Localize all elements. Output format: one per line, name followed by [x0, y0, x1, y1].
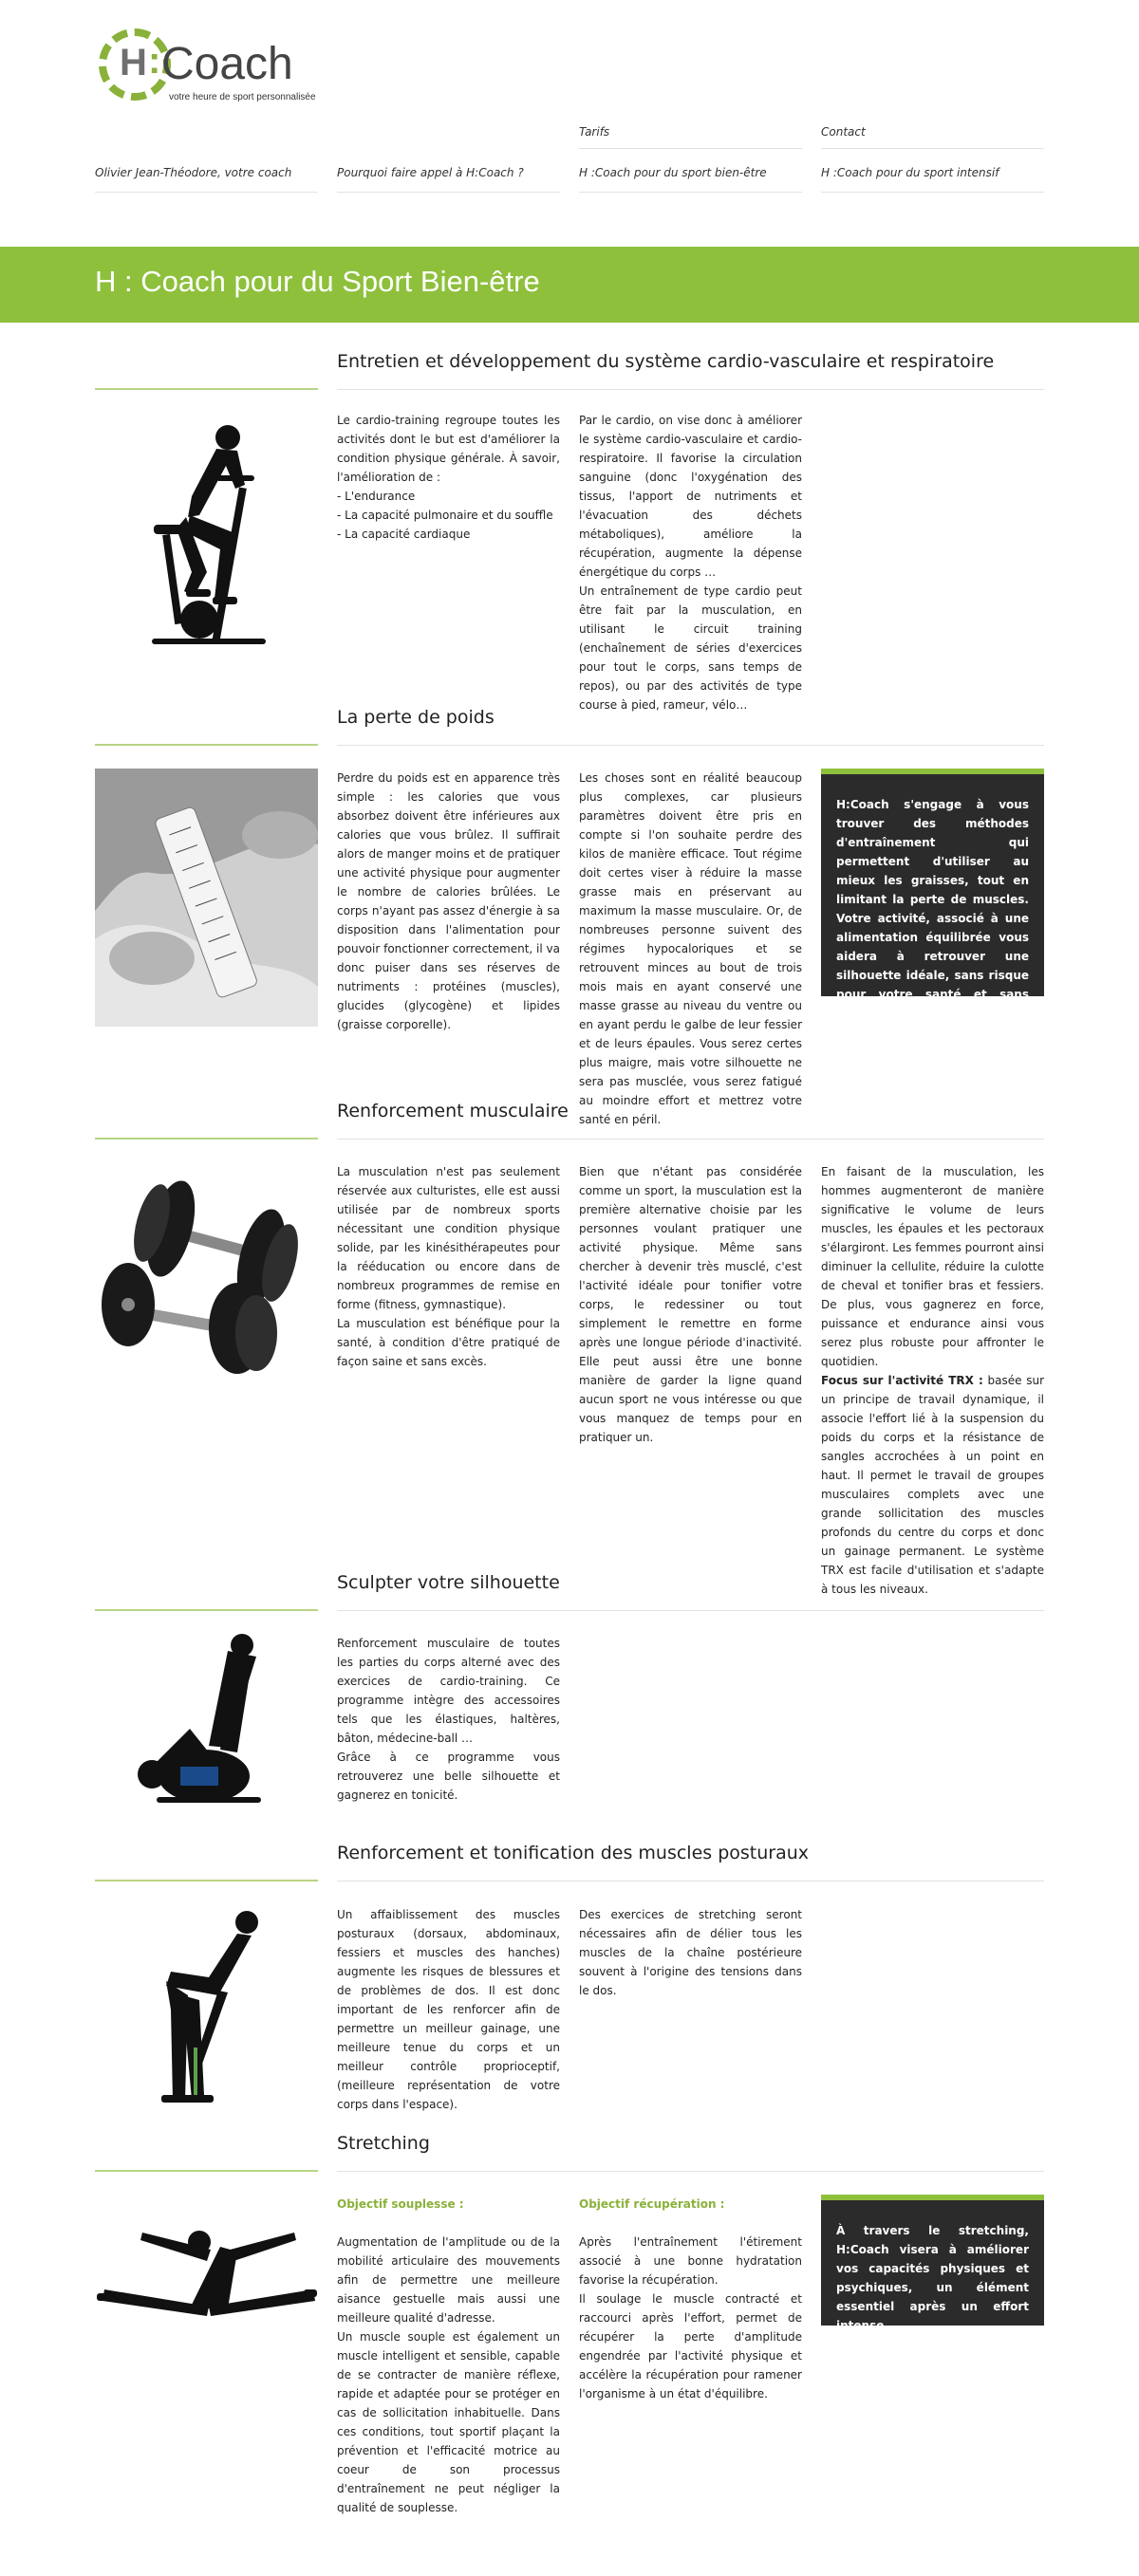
poids-paragraph: Les choses sont en réalité beaucoup plus complexes, car plusieurs paramètres doivent être pris en compte si l'on souhaite perdre des kilos de manière efficace. Tout régime doit certes viser à réduire la masse grasse mais en préservant au maximum la masse musculaire. Or, de nombreuses personne suivent des régimes hypocaloriques et se retrouvent minces au bout de trois mois mais en ayant conservé une masse grasse au niveau du ventre ou en ayant perdu le galbe de leur fessier et de leurs épaules. Vous serez certes plus maigre, mais votre silhouette ne sera pas musclée, vous serez fatigué au moindre effort et mettrez votre santé en péril. [579, 771, 802, 1126]
cardio-list-item: - La capacité pulmonaire et du souffle [337, 509, 553, 522]
spacer [337, 2214, 560, 2233]
nav-item-tarifs[interactable]: Tarifs [579, 125, 610, 139]
stretching-subtitle-recuperation: Objectif récupération : [579, 2197, 725, 2211]
cardio-text-col1 [337, 411, 560, 544]
nav-item-pourquoi[interactable]: Pourquoi faire appel à H:Coach ? [337, 166, 524, 179]
logo[interactable] [95, 25, 323, 110]
sculpter-paragraph: Renforcement musculaire de toutes les parties du corps alterné avec des exercices de cardio-training. Ce programme intègre des accessoires tels que les élastiques, haltères, bâton, médecine-ball … [337, 1637, 560, 1745]
section-rule [95, 388, 318, 390]
sculpter-paragraph: Grâce à ce programme vous retrouverez une belle silhouette et gagnerez en tonicité. [337, 1751, 560, 1802]
page-title: H : Coach pour du Sport Bien-être [95, 265, 540, 298]
section-rule [95, 2170, 318, 2172]
stretching-callout-text: À travers le stretching, H:Coach visera à améliorer vos capacités physiques et psychiques, un élément essentiel après un effort intense. [836, 2224, 1029, 2332]
postural-paragraph: Des exercices de stretching seront nécessaires afin de délier tous les muscles de la chaîne postérieure souvent à l'origine des tensions dans le dos. [579, 1908, 802, 1997]
section-title-muscu: Renforcement musculaire [337, 1101, 569, 1121]
muscu-text-col3 [821, 1162, 1044, 1599]
muscu-text-col1 [337, 1162, 560, 1371]
logo-h: H [120, 42, 147, 83]
stretching-paragraph: Après l'entraînement l'étirement associé à une bonne hydratation favorise la récupération. [579, 2235, 802, 2287]
logo-word: Coach [161, 39, 293, 89]
trx-focus-label: Focus sur l'activité TRX : [821, 1374, 983, 1387]
stretching-text-col1 [337, 2195, 560, 2517]
body-fat-caliper-image [95, 769, 318, 1027]
nav-divider [579, 148, 802, 149]
nav-item-bien-etre[interactable]: H :Coach pour du sport bien-être [579, 166, 767, 179]
postural-text-col2 [579, 1905, 802, 2000]
poids-callout [821, 769, 1044, 1039]
section-title-postural: Renforcement et tonification des muscles posturaux [337, 1843, 810, 1863]
section-rule [337, 1610, 1044, 1611]
nav-divider [821, 192, 1044, 193]
cardio-paragraph: Un entraînement de type cardio peut être fait par la musculation, en utilisant le circuit training (enchaînement de séries d'exercices pour tout le corps, sans temps de repos), ou par des activités de type course à pied, rameur, vélo… [579, 584, 802, 712]
main-navigation [95, 114, 1044, 201]
postural-text-col1 [337, 1905, 560, 2114]
stretching-subtitle-souplesse: Objectif souplesse : [337, 2197, 464, 2211]
muscu-paragraph: La musculation est bénéfique pour la santé, à condition d'être pratiqué de façon saine et sans excès. [337, 1317, 560, 1368]
muscu-paragraph: La musculation n'est pas seulement réservée aux culturistes, elle est aussi utilisée par de nombreux sports nécessitant une condition physique solide, par les kinésithérapeutes pour la rééducation ou encore dans de nombreux programmes de remise en forme (fitness, gymnastique). [337, 1165, 560, 1311]
section-title-poids: La perte de poids [337, 707, 495, 728]
muscu-trx-paragraph [821, 1371, 1044, 1599]
cardio-paragraph: Par le cardio, on vise donc à améliorer le système cardio-vasculaire et cardio-respiratoire. Il favorise la circulation sanguine (donc l'oxygénation des tissus, l'apport de nutriments et l'évacuation des déchets métaboliques), améliore la récupération, augmente la dépense énergétique du corps … [579, 414, 802, 579]
exercise-bike-image [95, 411, 318, 658]
cardio-paragraph: Le cardio-training regroupe toutes les activités dont le but est d'améliorer la condition physique générale. À savoir, l'amélioration de : [337, 414, 560, 484]
logo-colon: : [148, 40, 161, 82]
stretching-paragraph: Un muscle souple est également un muscle intelligent et sensible, capable de se contracter de manière réflexe, rapide et adaptée pour se protéger en cas de sollicitation inhabituelle. Dans ces conditions, tout sportif plaçant la prévention et l'efficacité motrice au coeur de son processus d'entraînement ne peut négliger la qualité de souplesse. [337, 2330, 560, 2514]
cardio-list-item: - La capacité cardiaque [337, 528, 471, 541]
dumbbells-image [95, 1162, 318, 1381]
nav-divider [579, 192, 802, 193]
logo-tagline: votre heure de sport personnalisée [169, 92, 316, 102]
spacer [579, 2214, 802, 2233]
stretching-paragraph: Il soulage le muscle contracté et raccourci après l'effort, permet de récupérer la perte d'amplitude engendrée par l'activité physique et accélère la récupération pour ramener l'organisme à un état d'équilibre. [579, 2292, 802, 2400]
nav-item-coach[interactable]: Olivier Jean-Théodore, votre coach [95, 166, 292, 179]
page-banner [0, 247, 1139, 323]
poids-callout-text: H:Coach s'engage à vous trouver des méthodes d'entraînement qui permettent d'utiliser au mieux les graisses, tout en limitant la perte de muscles. Votre activité, associé à une alimentation équilibrée vous aidera à retrouver une silhouette idéale, sans risque pour votre santé et sans subir l'effet yoyo des régimes. [836, 798, 1029, 1039]
section-title-cardio: Entretien et développement du système cardio-vasculaire et respiratoire [337, 351, 995, 372]
muscu-text-col2 [579, 1162, 802, 1447]
poids-text-col1 [337, 769, 560, 1034]
nav-divider [337, 192, 560, 193]
cardio-text-col2 [579, 411, 802, 714]
section-rule [337, 1139, 1044, 1140]
medicine-ball-exercise-image [95, 1634, 318, 1819]
nav-divider [821, 148, 1044, 149]
stretching-text-col2 [579, 2195, 802, 2403]
section-rule [337, 2171, 1044, 2172]
trx-focus-text: basée sur un principe de travail dynamique, il associe l'effort lié à la suspension du poids du corps et la résistance de sangles accrochées à un point en haut. Il permet le travail de groupes musculaires complets avec une grande sollicitation des muscles profonds du centre du corps et donc un gainage permanent. Le système TRX est facile d'utilisation et s'adapte à tous les niveaux. [821, 1374, 1044, 1596]
nav-item-contact[interactable]: Contact [821, 125, 866, 139]
muscu-paragraph: Bien que n'étant pas considérée comme un sport, la musculation est la première alternative choisie par les personnes voulant pratiquer une activité physique. Même sans chercher à devenir très musclé, c'est l'activité idéale pour tonifier votre corps, le redessiner ou tout simplement le remettre en forme après une longue période d'inactivité. Elle peut aussi être une bonne manière de garder la ligne quand aucun sport ne vous intéresse ou que vous manquez de temps pour en pratiquer un. [579, 1165, 802, 1444]
stretching-callout [821, 2195, 1044, 2332]
poids-text-col2 [579, 769, 802, 1129]
section-rule [95, 1880, 318, 1881]
nav-item-intensif[interactable]: H :Coach pour du sport intensif [821, 166, 999, 179]
section-rule [95, 1138, 318, 1140]
section-rule [95, 744, 318, 746]
cardio-list-item: - L'endurance [337, 490, 416, 503]
nav-divider [95, 192, 318, 193]
resistance-band-image [95, 1905, 318, 2109]
postural-paragraph: Un affaiblissement des muscles posturaux (dorsaux, abdominaux, fessiers et muscles des hanches) augmente les risques de blessures et de problèmes de dos. Il est donc important de les renforcer afin de permettre un meilleur gainage, une meilleure tenue du corps et un meilleur contrôle proprioceptif, (meilleure représentation de votre corps dans l'espace). [337, 1908, 560, 2111]
section-title-sculpter: Sculpter votre silhouette [337, 1572, 560, 1593]
muscu-paragraph: En faisant de la musculation, les hommes augmenteront de manière significative le volume de leurs muscles, les épaules et les pectoraux s'élargiront. Les femmes pourront ainsi diminuer la cellulite, réduire la culotte de cheval et tonifier bras et fessiers. De plus, vous gagnerez en force, puissance et endurance ainsi vous serez plus robuste pour affronter le quotidien. [821, 1165, 1044, 1368]
poids-paragraph: Perdre du poids est en apparence très simple : les calories que vous absorbez doivent être inférieures aux calories que vous brûlez. Il suffirait alors de manger moins et de pratiquer une activité physique pour augmenter le nombre de calories brûlées. Le corps n'ayant pas assez d'énergie à sa disposition dans l'alimentation pour pouvoir fonctionner correctement, il va donc puiser dans ses réserves de nutriments : protéines (muscles), glucides (glycogène) et lipides (graisse corporelle). [337, 771, 560, 1031]
section-title-stretching: Stretching [337, 2133, 430, 2154]
section-rule [95, 1609, 318, 1611]
section-rule [337, 389, 1044, 390]
sculpter-text-col1 [337, 1634, 560, 1805]
stretching-split-image [95, 2195, 318, 2351]
section-rule [337, 745, 1044, 746]
stretching-paragraph: Augmentation de l'amplitude ou de la mobilité articulaire des mouvements afin de permettre une meilleure aisance gestuelle mais aussi une meilleure qualité d'adresse. [337, 2235, 560, 2325]
